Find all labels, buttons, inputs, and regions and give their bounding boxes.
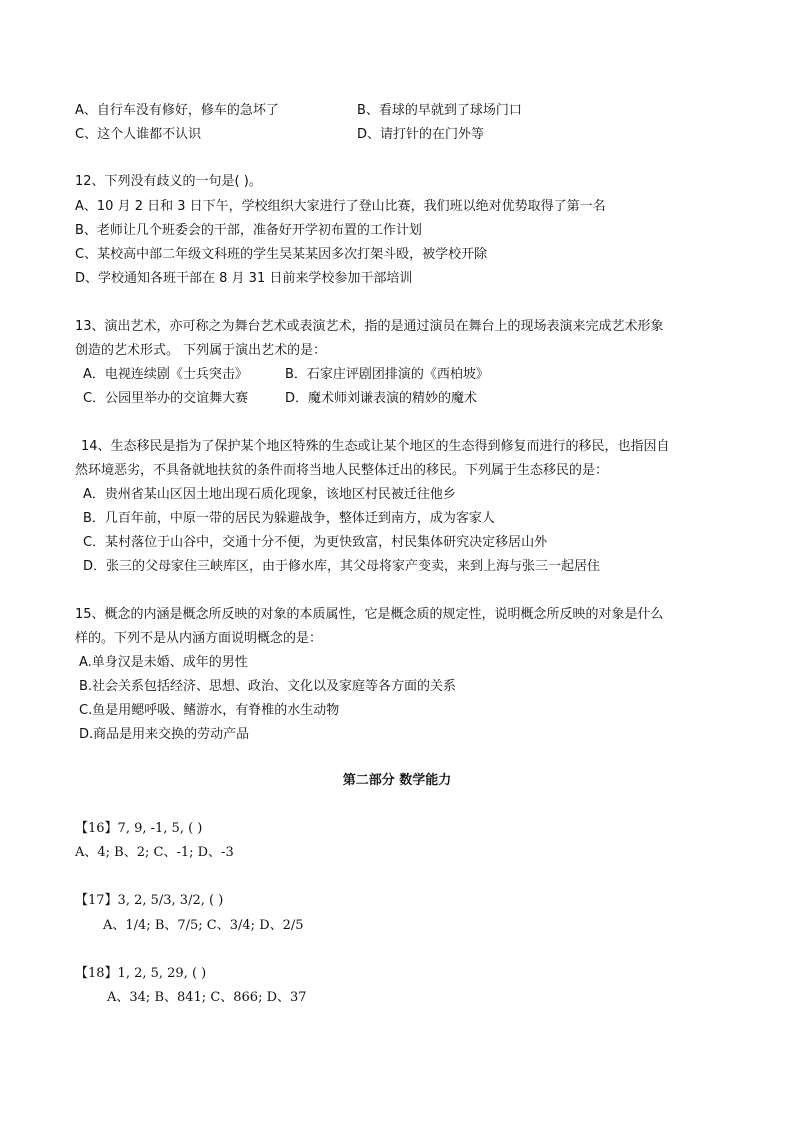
q14-option-a: A．贵州省某山区因土地出现石质化现象，该地区村民被迁往他乡 — [83, 487, 456, 502]
q17-stem: 【17】3, 2, 5/3, 3/2, ( ) — [75, 893, 224, 908]
q14-stem-line1: 14、生态移民是指为了保护某个地区特殊的生态或让某个地区的生态得到修复而进行的移民，也指因自 — [81, 439, 670, 454]
q13-option-c: C．公园里举办的交谊舞大赛 — [83, 391, 249, 406]
q14-option-d: D．张三的父母家住三峡库区，由于修水库，其父母将家产变卖，来到上海与张三一起居住 — [83, 559, 601, 574]
q13-stem-line1: 13、演出艺术，亦可称之为舞台艺术或表演艺术，指的是通过演员在舞台上的现场表演来完成艺术形象 — [75, 319, 664, 334]
q13-option-d: D．魔术师刘谦表演的精妙的魔术 — [285, 391, 478, 406]
q12-option-a: A、10 月 2 日和 3 日下午，学校组织大家进行了登山比赛，我们班以绝对优势取得了第一名 — [75, 199, 606, 214]
q15-stem-line1: 15、概念的内涵是概念所反映的对象的本质属性，它是概念质的规定性，说明概念所反映的对象是什么 — [75, 607, 664, 622]
q15-option-d: D.商品是用来交换的劳动产品 — [79, 727, 250, 742]
q15-stem-line2: 样的。下列不是从内涵方面说明概念的是： — [75, 631, 323, 646]
q15-option-c: C.鱼是用鳃呼吸、鳍游水，有脊椎的水生动物 — [79, 703, 340, 718]
q11-option-b: B、看球的早就到了球场门口 — [357, 103, 522, 118]
q12-stem: 12、下列没有歧义的一句是( )。 — [75, 174, 262, 189]
q12-option-d: D、学校通知各班干部在 8 月 31 日前来学校参加干部培训 — [75, 271, 413, 286]
q18-options: A、34; B、841; C、866; D、37 — [107, 990, 307, 1005]
q15-option-b: B.社会关系包括经济、思想、政治、文化以及家庭等各方面的关系 — [79, 679, 457, 694]
q14-option-c: C．某村落位于山谷中，交通十分不便，为更快致富，村民集体研究决定移居山外 — [83, 535, 548, 550]
q13-stem-line2: 创造的艺术形式。 下列属于演出艺术的是： — [75, 343, 327, 358]
q12-option-b: B、老师让几个班委会的干部，准备好开学初布置的工作计划 — [75, 223, 422, 238]
q11-option-c: C、这个人谁都不认识 — [75, 127, 202, 142]
q11-option-a: A、自行车没有修好，修车的急坏了 — [75, 103, 279, 118]
q16-options: A、4; B、2; C、-1; D、-3 — [75, 845, 234, 860]
q12-option-c: C、某校高中部二年级文科班的学生吴某某因多次打架斗殴，被学校开除 — [75, 247, 488, 262]
q14-option-b: B．几百年前，中原一带的居民为躲避战争，整体迁到南方，成为客家人 — [83, 511, 495, 526]
q11-option-d: D、请打针的在门外等 — [357, 127, 485, 142]
q18-stem: 【18】1, 2, 5, 29, ( ) — [75, 966, 207, 981]
q13-option-a: A．电视连续剧《士兵突击》 — [83, 367, 248, 382]
q15-option-a: A.单身汉是未婚、成年的男性 — [79, 655, 248, 670]
q17-options: A、1/4; B、7/5; C、3/4; D、2/5 — [103, 918, 304, 933]
q13-option-b: B．石家庄评剧团排演的《西柏坡》 — [285, 367, 489, 382]
q14-stem-line2: 然环境恶劣，不具备就地扶贫的条件而将当地人民整体迁出的移民。下列属于生态移民的是： — [75, 463, 609, 478]
section-title: 第二部分 数学能力 — [342, 773, 452, 788]
q16-stem: 【16】7, 9, -1, 5, ( ) — [75, 821, 203, 836]
